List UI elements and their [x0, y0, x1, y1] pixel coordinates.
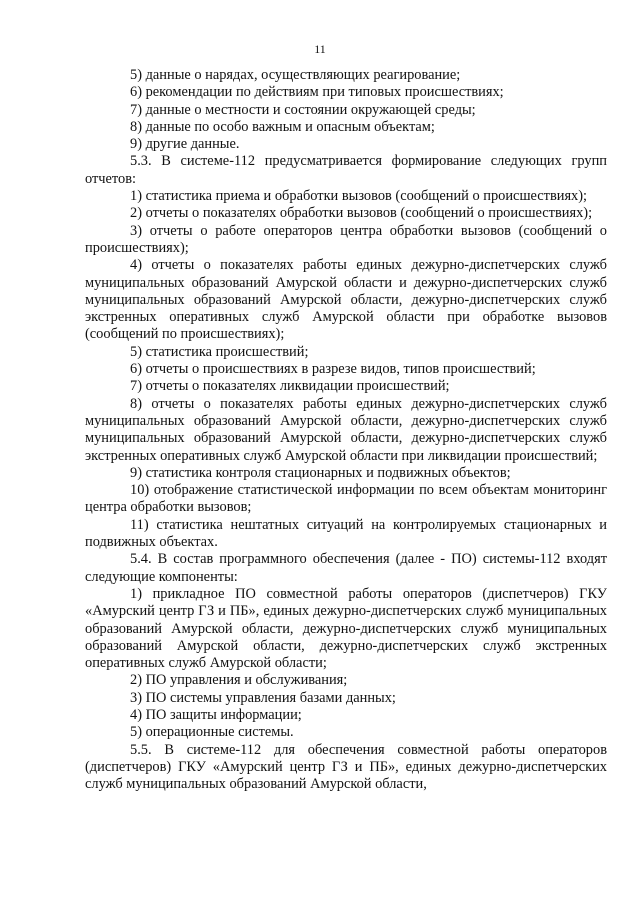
- paragraph: 6) рекомендации по действиям при типовых происшествиях;: [130, 84, 504, 101]
- paragraph: 2) отчеты о показателях обработки вызовов (сообщений о происшествиях);: [130, 205, 593, 222]
- paragraph: 1) прикладное ПО совместной работы операторов (диспетчеров) ГКУ «Амурский центр ГЗ и ПБ», единых дежурно-диспетчерских служб муниципальных образований Амурской области, дежурно-диспетчерских служб муниципальных образований Амурской области, дежурно-диспетчерских служб экстренных оперативных служб Амурской области;: [85, 585, 607, 672]
- paragraph: 4) отчеты о показателях работы единых дежурно-диспетчерских служб муниципальных образований Амурской области и дежурно-диспетчерских служб муниципальных образований Амурской области, дежурно-диспетчерских служб экстренных оперативных служб Амурской области при обработке вызовов (сообщений по происшествиях);: [85, 257, 607, 343]
- paragraph: 5) данные о нарядах, осуществляющих реагирование;: [130, 67, 461, 83]
- paragraph: 3) ПО системы управления базами данных;: [130, 689, 396, 706]
- section-paragraph: 5.5. В системе-112 для обеспечения совместной работы операторов (диспетчеров) ГКУ «Амурский центр ГЗ и ПБ», единых дежурно-диспетчерских служб муниципальных образований Амурской области,: [85, 741, 607, 793]
- paragraph: 3) отчеты о работе операторов центра обработки вызовов (сообщений о происшествиях);: [85, 222, 607, 256]
- paragraph: 10) отображение статистической информации по всем объектам мониторинг центра обработки вызовов;: [85, 482, 607, 516]
- section-paragraph: 5.3. В системе-112 предусматривается формирование следующих групп отчетов:: [85, 153, 607, 187]
- paragraph: 9) статистика контроля стационарных и подвижных объектов;: [130, 464, 511, 481]
- paragraph: 11) статистика нештатных ситуаций на контролируемых стационарных и подвижных объектах.: [85, 516, 607, 551]
- paragraph: 1) статистика приема и обработки вызовов (сообщений о происшествиях);: [130, 188, 588, 205]
- section-paragraph: 5.4. В состав программного обеспечения (далее - ПО) системы-112 входят следующие компоненты:: [85, 551, 607, 585]
- paragraph: 8) данные по особо важным и опасным объектам;: [130, 118, 435, 135]
- paragraph: 7) отчеты о показателях ликвидации происшествий;: [130, 378, 450, 395]
- paragraph: 7) данные о местности и состоянии окружающей среды;: [130, 101, 476, 118]
- paragraph: 5) статистика происшествий;: [130, 343, 309, 360]
- page-number: 11: [314, 42, 326, 56]
- document-body: [85, 67, 607, 793]
- paragraph: 8) отчеты о показателях работы единых дежурно-диспетчерских служб муниципальных образований Амурской области, дежурно-диспетчерских служб муниципальных образований Амурской области, дежурно-диспетчерских служб экстренных оперативных служб Амурской области при ликвидации происшествий;: [85, 395, 607, 464]
- paragraph: 2) ПО управления и обслуживания;: [130, 672, 348, 689]
- paragraph: 5) операционные системы.: [130, 724, 294, 741]
- paragraph: 9) другие данные.: [130, 136, 240, 153]
- paragraph: 4) ПО защиты информации;: [130, 706, 302, 723]
- paragraph: 6) отчеты о происшествиях в разрезе видов, типов происшествий;: [130, 361, 536, 378]
